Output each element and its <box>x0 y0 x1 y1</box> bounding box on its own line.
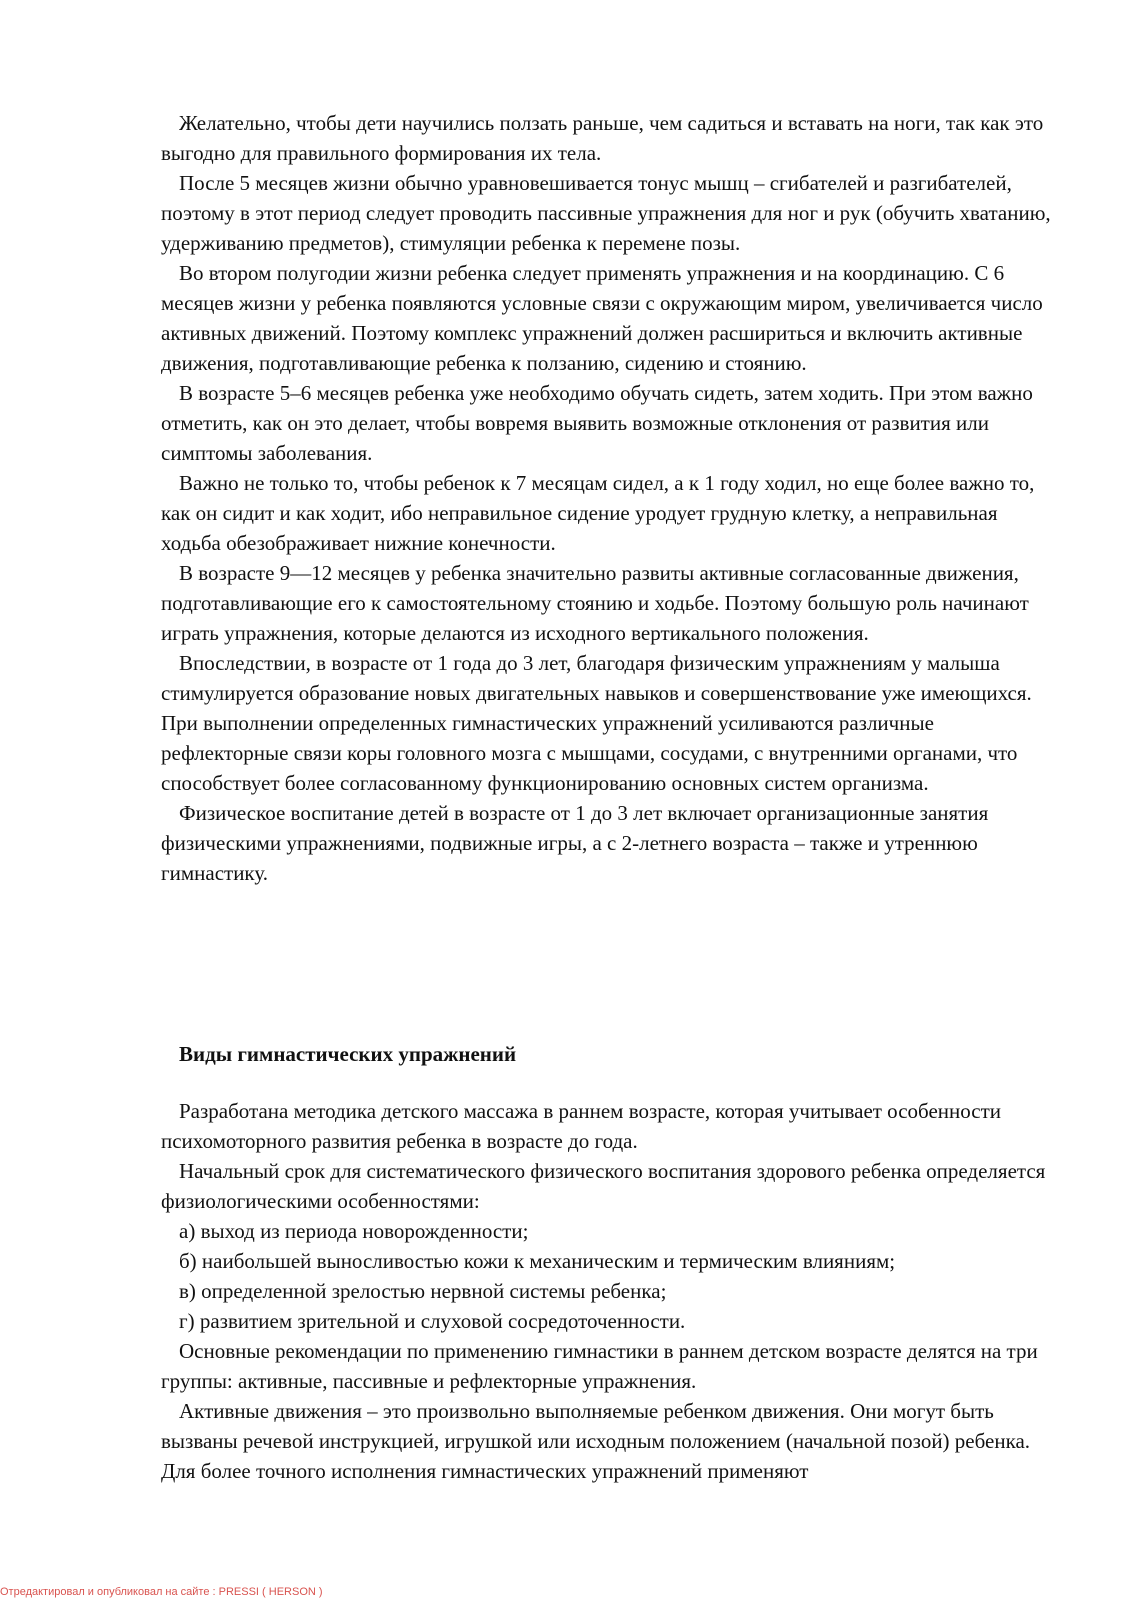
paragraph: Во втором полугодии жизни ребенка следует применять упражнения и на координацию. С 6 месяцев жизни у ребенка появляются условные связи с окружающим миром, увеличивается число активных движений. Поэтому комплекс упражнений должен расшириться и включить активные движения, подготавливающие ребенка к ползанию, сидению и стоянию. <box>161 261 1043 375</box>
list-item: б) наибольшей выносливостью кожи к механическим и термическим влияниям; <box>179 1249 896 1273</box>
list-item: а) выход из периода новорожденности; <box>179 1219 529 1243</box>
paragraph: Желательно, чтобы дети научились ползать раньше, чем садиться и вставать на ноги, так как это выгодно для правильного формирования их тела. <box>161 111 1044 165</box>
paragraph: Важно не только то, чтобы ребенок к 7 месяцам сидел, а к 1 году ходил, но еще более важно то, как он сидит и как ходит, ибо неправильное сидение уродует грудную клетку, а неправильная ходьба обезображивает нижние конечности. <box>161 471 1035 555</box>
paragraph: Основные рекомендации по применению гимнастики в раннем детском возрасте делятся на три группы: активные, пассивные и рефлекторные упражнения. <box>161 1339 1038 1393</box>
watermark-footer-note: Отредактировал и опубликовал на сайте : PRESSI ( HERSON ) <box>0 1586 323 1598</box>
paragraph: Разработана методика детского массажа в раннем возрасте, которая учитывает особенности психомоторного развития ребенка в возрасте до года. <box>161 1099 1001 1153</box>
paragraph: Физическое воспитание детей в возрасте от 1 до 3 лет включает организационные занятия физическими упражнениями, подвижные игры, а с 2-летнего возраста – также и утреннюю гимнастику. <box>161 801 989 885</box>
paragraph: После 5 месяцев жизни обычно уравновешивается тонус мышц – сгибателей и разгибателей, поэтому в этот период следует проводить пассивные упражнения для ног и рук (обучить хватанию, удерживанию предметов), стимуляции ребенка к перемене позы. <box>161 171 1051 255</box>
list-item: в) определенной зрелостью нервной системы ребенка; <box>179 1279 667 1303</box>
paragraph: Начальный срок для систематического физического воспитания здорового ребенка определяется физиологическими особенностями: <box>161 1159 1046 1213</box>
body-text-top <box>161 108 1061 888</box>
paragraph: Активные движения – это произвольно выполняемые ребенком движения. Они могут быть вызваны речевой инструкцией, игрушкой или исходным положением (начальной позой) ребенка. Для более точного исполнения гимнастических упражнений применяют <box>161 1399 1031 1483</box>
paragraph: Впоследствии, в возрасте от 1 года до 3 лет, благодаря физическим упражнениям у малыша стимулируется образование новых двигательных навыков и совершенствование уже имеющихся. При выполнении определенных гимнастических упражнений усиливаются различные рефлекторные связи коры головного мозга с мышцами, сосудами, с внутренними органами, что способствует более согласованному функционированию основных систем организма. <box>161 651 1032 795</box>
paragraph: В возрасте 9—12 месяцев у ребенка значительно развиты активные согласованные движения, подготавливающие его к самостоятельному стоянию и ходьбе. Поэтому большую роль начинают играть упражнения, которые делаются из исходного вертикального положения. <box>161 561 1029 645</box>
body-text-bottom <box>161 1096 1061 1486</box>
paragraph: В возрасте 5–6 месяцев ребенка уже необходимо обучать сидеть, затем ходить. При этом важно отметить, как он это делает, чтобы вовремя выявить возможные отклонения от развития или симптомы заболевания. <box>161 381 1033 465</box>
list-item: г) развитием зрительной и слуховой сосредоточенности. <box>179 1309 686 1333</box>
section-heading: Виды гимнастических упражнений <box>179 1042 517 1066</box>
